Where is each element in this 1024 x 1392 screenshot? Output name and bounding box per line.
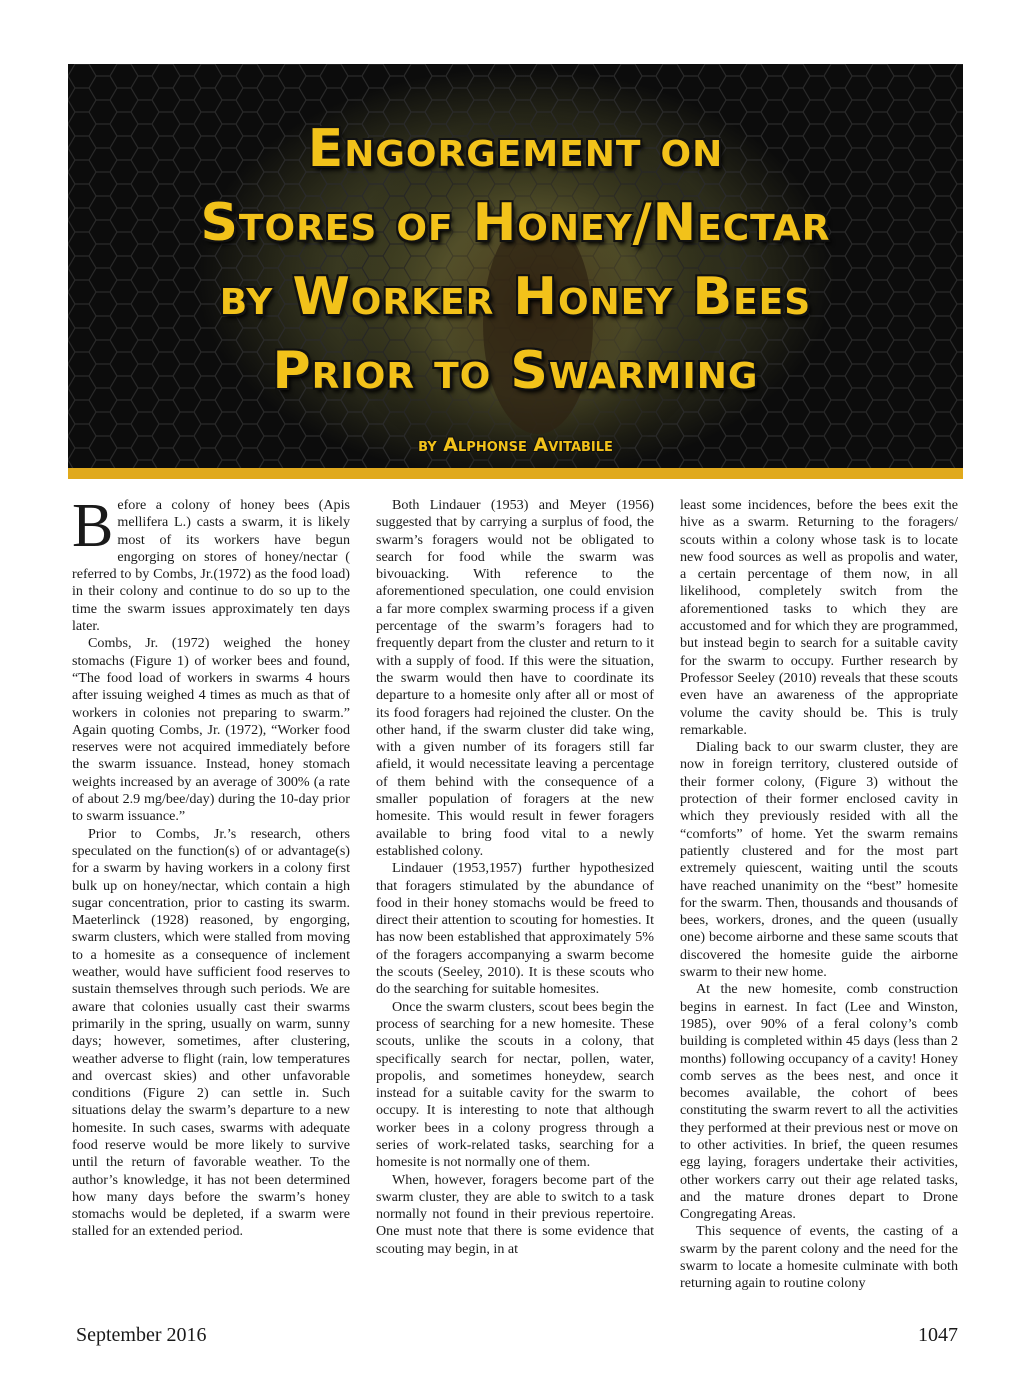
title-line-3: by Worker Honey Bees [219,267,812,327]
author-byline: by Alphonse Avitabile [418,434,613,456]
paragraph: Once the swarm clusters, scout bees begin the process of searching for a new homesite. These scouts, unlike the scouts in a colony, that specifically search for nectar, pollen, water, propolis, and sometimes honeydew, search instead for a suitable cavity for the swarm to occupy. It is interesting to note that although worker bees in a colony progress through a series of work-related tasks, searching for a homesite is not normally one of them. [376,998,654,1171]
paragraph: When, however, foragers become part of the swarm cluster, they are able to switch to a task normally not found in their previous repertoire. One must note that there is some evidence that scouting may begin, in at [376,1171,654,1257]
paragraph: Dialing back to our swarm cluster, they are now in foreign territory, clustered outside of their former colony, (Figure 3) without the protection of their former enclosed cavity in which they previously resided with all the “comforts” of home. Yet the swarm remains patiently clustered and for the most part extremely quiescent, waiting until the scouts have reached unanimity on the “best” homesite for the swarm. Then, thousands and thousands of bees, workers, drones, and the queen (usually one) become airborne and these same scouts that discovered the homesite guide the airborne swarm to their new home. [680,739,958,981]
drop-cap: B [72,492,114,560]
title-banner [68,64,963,468]
paragraph: At the new homesite, comb construction begins in earnest. In fact (Lee and Winston, 1985), over 90% of a feral colony’s comb building is completed within 45 days (less than 2 months) following occupancy of a cavity! Honey comb serves as the bees nest, and once it becomes available, the cohort of bees constituting the swarm revert to all the activities they performed at their previous nest or move on to other activities. In brief, the queen resumes egg laying, foragers undertake their activities, other workers carry out their age related tasks, and the mature drones depart to Drone Congregating Areas. [680,981,958,1223]
paragraph: Prior to Combs, Jr.’s research, others speculated on the function(s) of or advantage(s) for a swarm by having workers in a colony first bulk up on honey/nectar, which contain a high sugar concentration, prior to casting its swarm. Maeterlinck (1928) reasoned, by engorging, swarm clusters, which were stalled from moving to a homesite as a consequence of inclement weather, would have sufficient food reserves to sustain themselves through such periods. We are aware that colonies usually cast their swarms primarily in the spring, usually on warm, sunny days; however, sometimes, after clustering, weather adverse to flight (rain, low temperatures and overcast skies) and other unfavorable conditions (Figure 2) can settle in. Such situations delay the swarm’s departure to a new homesite. In such cases, swarms with adequate food reserve would be more likely to survive until the return of favorable weather. To the author’s knowledge, it has not been determined how many days before the swarm’s honey stomachs would be depleted, if a swarm were stalled for an extended period. [72,825,350,1240]
title-line-4: Prior to Swarming [272,341,759,401]
article-column-1 [72,492,350,1241]
paragraph: Combs, Jr. (1972) weighed the honey stomachs (Figure 1) of worker bees and found, “The food load of workers in swarms 4 hours after issuing weighed 4 times as much as that of workers in colonies not preparing to swarm.” Again quoting Combs, Jr. (1972), “Worker food reserves were not acquired immediately before the swarm issuance. Instead, honey stomach weights increased by an average of 300% (a rate of about 2.9 mg/bee/day) during the 10-day prior to swarm issuance.” [72,635,350,825]
title-line-1: Engorgement on [307,119,724,179]
paragraph [72,492,350,635]
paragraph: Lindauer (1953,1957) further hypothesized that foragers stimulated by the abundance of food in their honey stomachs would be freed to direct their attention to scouting for homesties. It has now been established that approximately 5% of the foragers accompanying a swarm become the scouts (Seeley, 2010). It is these scouts who do the searching for suitable homesites. [376,860,654,998]
paragraph: Both Lindauer (1953) and Meyer (1956) suggested that by carrying a surplus of food, the swarm’s foragers would not be obligated to search for food while the swarm was bivouacking. With reference to the aforementioned speculation, one could envision a far more complex swarming process if a given percentage of the swarm’s foragers had to frequently depart from the cluster and return to it with a supply of food. If this were the situation, the swarm would then have to coordinate its departure to a homesite only after all or most of its food foragers had rejoined the cluster. On the other hand, if the swarm cluster did take wing, with a given number of its foragers still far afield, it would necessitate leaving a percentage of them behind with the consequence of a smaller population of foragers at the new homesite. This would result in fewer foragers available to bring food vital to a newly established colony. [376,497,654,859]
paragraph: least some incidences, before the bees exit the hive as a swarm. Returning to the foragers/ scouts within a colony whose task is to locate new food sources as well as propolis and water, a certain percentage of them now, in all likelihood, completely switch from the aforementioned tasks to which they are accustomed and for which they are programmed, but instead begin to search for a suitable cavity for the swarm to occupy. Further research by Professor Seeley (2010) reveals that these scouts even have an awareness of the appropriate volume the cavity should be. This is truly remarkable. [680,497,958,738]
article-title [68,112,963,408]
banner-divider [68,468,963,479]
article-column-2 [376,497,654,1258]
paragraph: This sequence of events, the casting of a swarm by the parent colony and the need for the swarm to locate a homesite culminate with both returning again to routine colony [680,1223,958,1292]
title-line-2: Stores of Honey/Nectar [200,193,831,253]
page-number: 1047 [918,1324,958,1346]
article-column-3 [680,497,958,1293]
issue-date: September 2016 [76,1324,207,1346]
paragraph-text: efore a colony of honey bees (Apis mellifera L.) casts a swarm, it is likely most of its workers have begun engorging on stores of honey/nectar ( referred to by Combs, Jr.(1972) as the food load) in their colony and continue to do so up to the time the swarm issues approximately ten days later. [72,497,350,635]
